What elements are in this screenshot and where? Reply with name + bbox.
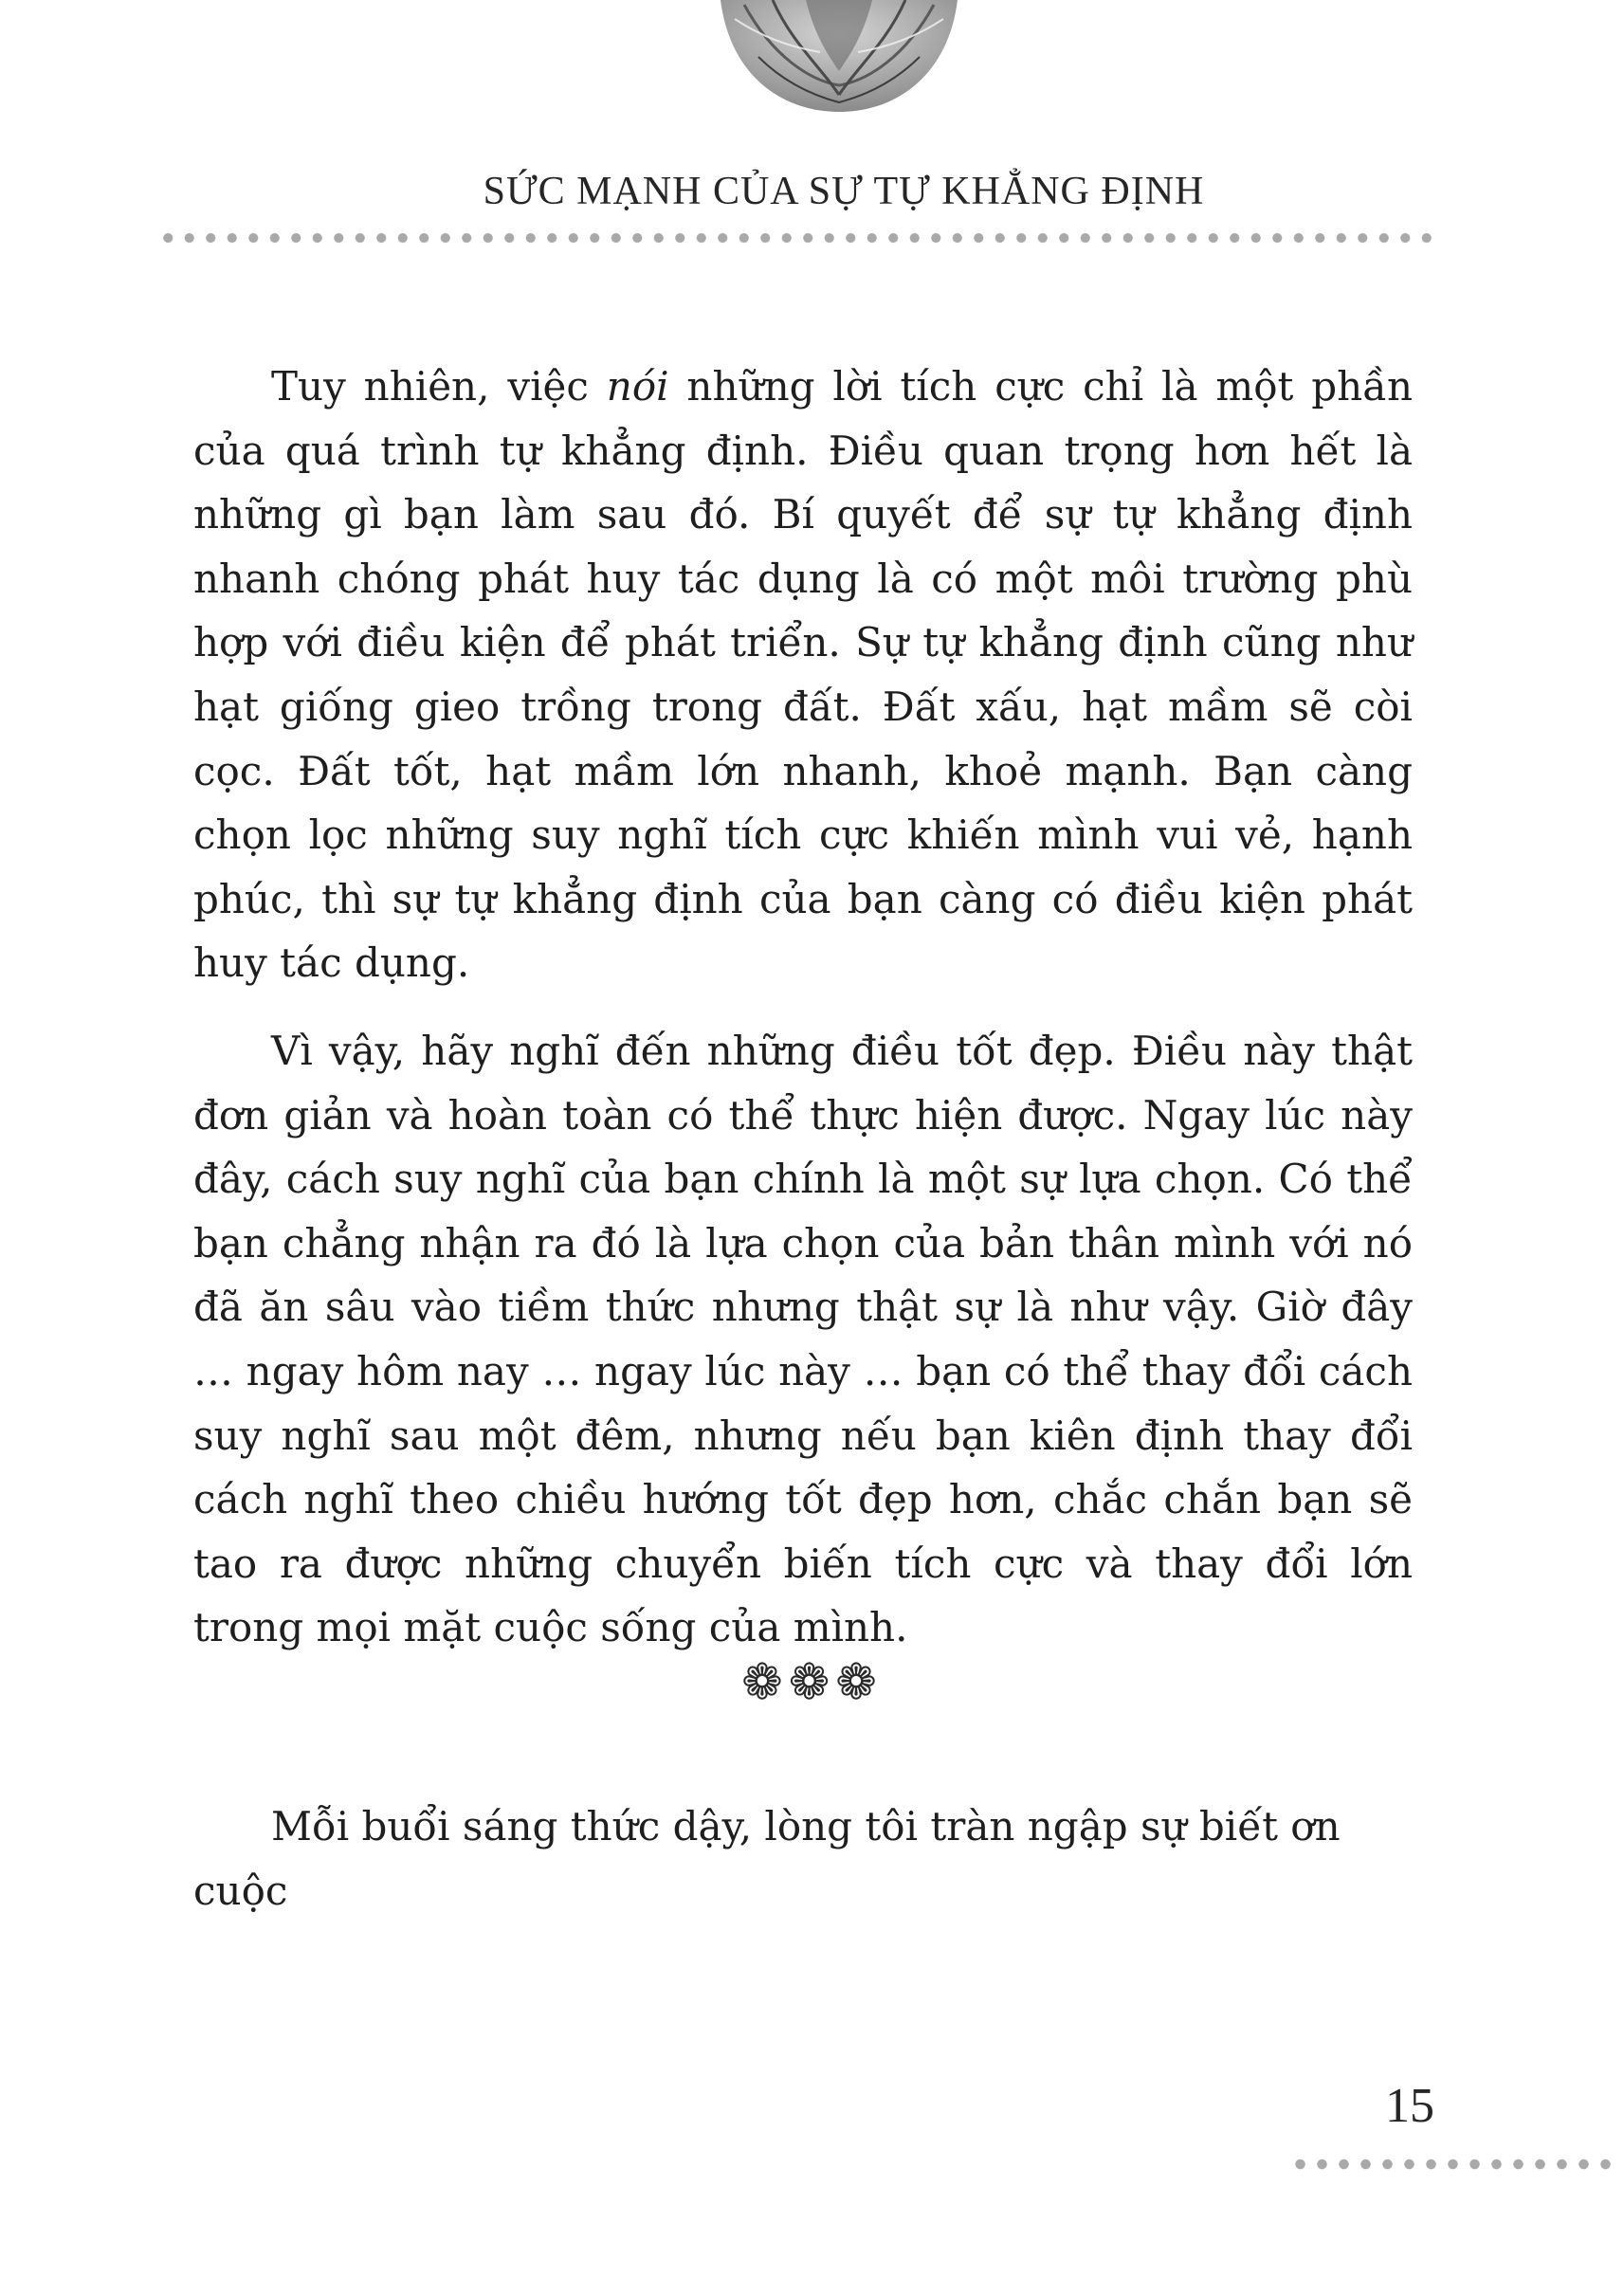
running-header-title: SỨC MẠNH CỦA SỰ TỰ KHẲNG ĐỊNH — [483, 170, 1205, 213]
emphasized-word: nói — [606, 363, 669, 410]
paragraph-3: Mỗi buổi sáng thức dậy, lòng tôi tràn ngập sự biết ơn cuộc — [193, 1803, 1341, 1914]
paragraph-2: Vì vậy, hãy nghĩ đến những điều tốt đẹp. Điều này thật đơn giản và hoàn toàn có thể thực hiện được. Ngay lúc này đây, cách suy nghĩ của bạn chính là một sự lựa chọn. Có thể bạn chẳng nhận ra đó là lựa chọn của bản thân mình với nó đã ăn sâu vào tiềm thức nhưng thật sự là như vậy. Giờ đây … ngay hôm nay … ngay lúc này … bạn có thể thay đổi cách suy nghĩ sau một đêm, nhưng nếu bạn kiên định thay đổi cách nghĩ theo chiều hướng tốt đẹp hơn, chắc chắn bạn sẽ tao ra được những chuyển biến tích cực và thay đổi lớn trong mọi mặt cuộc sống của mình. — [193, 1027, 1413, 1651]
header-dotted-rule — [157, 232, 1437, 244]
body-text — [193, 355, 1413, 1684]
paragraph-1-rest: những lời tích cực chỉ là một phần của quá trình tự khẳng định. Điều quan trọng hơn hết là những gì bạn làm sau đó. Bí quyết để sự tự khẳng định nhanh chóng phát huy tác dụng là có một môi trường phù hợp với điều kiện để phát triển. Sự tự khẳng định cũng như hạt giống gieo trồng trong đất. Đất xấu, hạt mầm sẽ còi cọc. Đất tốt, hạt mầm lớn nhanh, khoẻ mạnh. Bạn càng chọn lọc những suy nghĩ tích cực khiến mình vui vẻ, hạnh phúc, thì sự tự khẳng định của bạn càng có điều kiện phát huy tác dụng. — [193, 363, 1413, 987]
paragraph-1 — [193, 355, 1413, 995]
footer-dotted-rule — [1289, 2158, 1616, 2171]
decorative-leaf-medallion-icon — [716, 0, 962, 112]
section-divider-ornament: ❁❁❁ — [741, 1654, 883, 1711]
page-number: 15 — [1385, 2079, 1434, 2133]
paragraph-1-start: Tuy nhiên, việc — [271, 363, 607, 410]
